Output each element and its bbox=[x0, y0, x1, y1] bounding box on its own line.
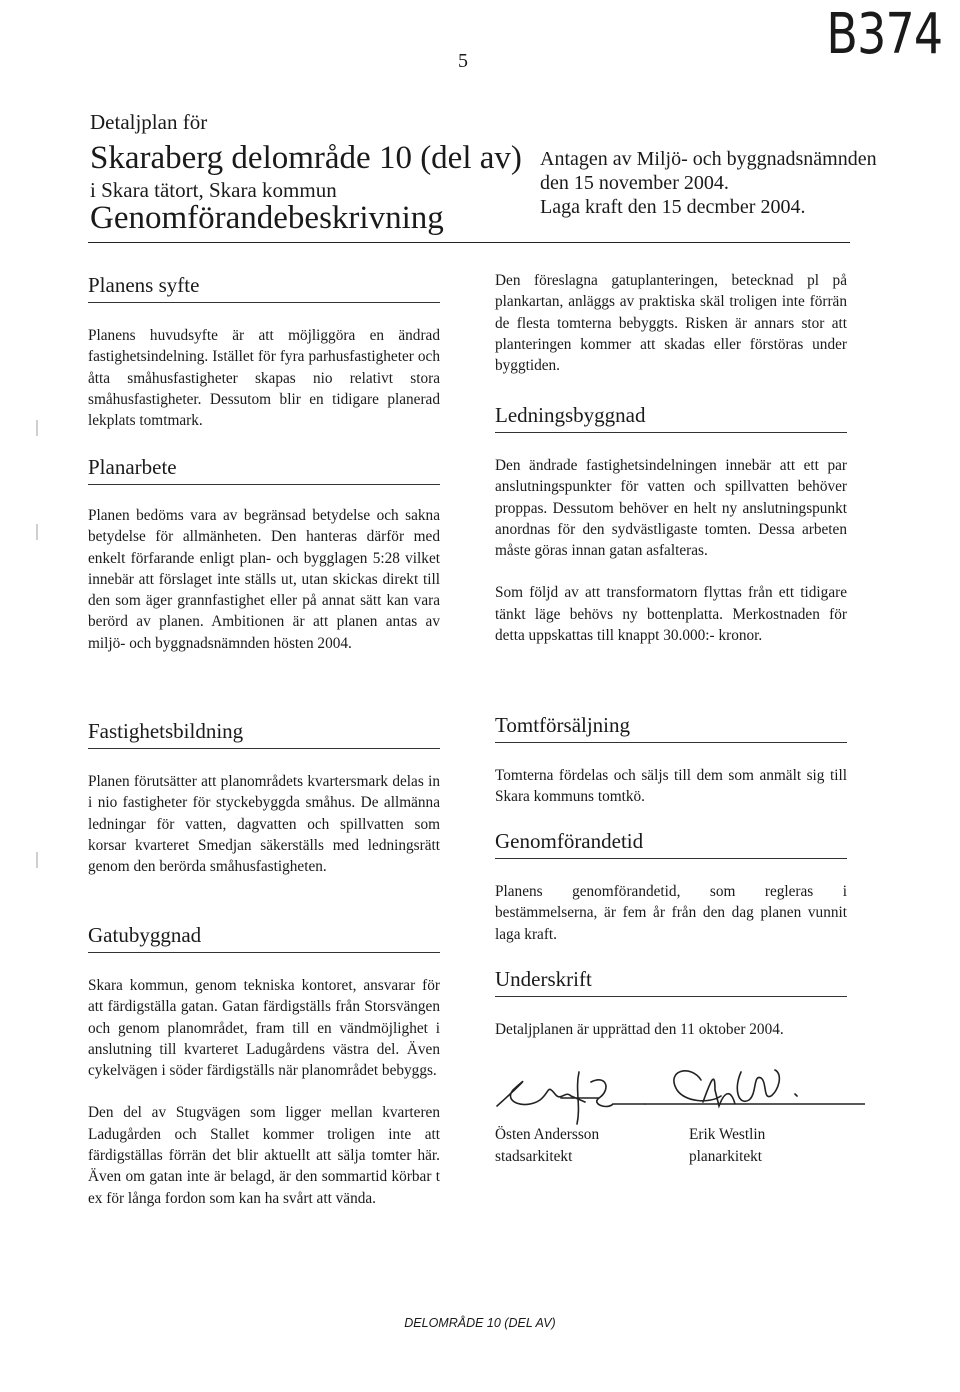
document-title: Genomförandebeskrivning bbox=[90, 200, 444, 236]
signature-osten bbox=[497, 1072, 645, 1124]
paragraph: Detaljplanen är upprättad den 11 oktober 2004. bbox=[495, 1021, 784, 1038]
section-tomtforsaljning bbox=[495, 712, 847, 808]
signatory-1-title: stadsarkitekt bbox=[495, 1148, 573, 1165]
paragraph: Den del av Stugvägen som ligger mellan kvarteren Ladugården och Stallet kommer troligen inte att färdigställas förrän det blir aktuellt att sälja tomter här. Även om gatan inte är belagd, är den sommartid körbar t ex för långa fordon som kan ha svårt att vända. bbox=[88, 1104, 440, 1207]
paragraph: Planens genomförandetid, som regleras i bestämmelserna, är fem år från den dag planen vunnit laga kraft. bbox=[495, 883, 847, 943]
section-heading: Ledningsbyggnad bbox=[495, 402, 847, 433]
paragraph: Skara kommun, genom tekniska kontoret, ansvarar för att färdigställa gatan. Gatan färdigställs från Storsvängen och genom planområdet, fram till en vändmöjlighet i anslutning till kvarteret Ladugårdens västra del. Även cykelvägen i söder färdigställs när planområdet bebyggs. bbox=[88, 977, 440, 1080]
section-ledningsbyggnad bbox=[495, 402, 847, 646]
plan-type: Detaljplan för bbox=[90, 110, 208, 134]
section-heading: Fastighetsbildning bbox=[88, 718, 440, 749]
paragraph: Tomterna fördelas och säljs till dem som anmält sig till Skara kommuns tomtkö. bbox=[495, 767, 847, 806]
plan-location: i Skara tätort, Skara kommun bbox=[90, 178, 337, 202]
scan-margin-mark bbox=[36, 852, 38, 868]
signatory-1-name: Östen Andersson bbox=[495, 1126, 600, 1143]
document-code: B374 bbox=[826, 2, 942, 67]
scan-margin-mark bbox=[36, 420, 38, 436]
section-heading: Planarbete bbox=[88, 454, 440, 485]
adoption-line-1: Antagen av Miljö- och byggnadsnämnden bbox=[540, 148, 877, 170]
section-planens-syfte bbox=[88, 272, 440, 431]
signatory-2-name: Erik Westlin bbox=[689, 1126, 766, 1143]
section-heading: Planens syfte bbox=[88, 272, 440, 303]
page-footer: DELOMRÅDE 10 (DEL AV) bbox=[404, 1316, 556, 1330]
section-heading: Genomförandetid bbox=[495, 828, 847, 859]
scan-margin-mark bbox=[36, 524, 38, 540]
paragraph: Planens huvudsyfte är att möjliggöra en ändrad fastighetsindelning. Istället för fyra parhusfastigheter och åtta småhusfastigheter skapas nio relativt stora småhusfastigheter. Dessutom blir en tidigare planerad lekplats tomtmark. bbox=[88, 327, 440, 430]
signatory-2-title: planarkitekt bbox=[689, 1148, 763, 1165]
section-planarbete bbox=[88, 454, 440, 654]
section-genomforandetid bbox=[495, 828, 847, 945]
section-gatuplantering bbox=[495, 270, 847, 376]
paragraph: Den ändrade fastighetsindelningen innebär att ett par anslutningspunkter för vatten och spillvatten behöver proppas. Dessutom behöver en helt ny anslutningspunkt anordnas för den sydvästligaste tomten. Dessa arbeten måste göras innan gatan asfalteras. bbox=[495, 457, 847, 560]
header-divider bbox=[88, 242, 850, 243]
paragraph: Planen förutsätter att planområdets kvartersmark delas in i nio fastigheter för styckebyggda småhus. De allmänna ledningar för vatten, dagvatten och spillvatten som korsar kvarteret Smedjan säkerställs med ledningsrätt genom den berörda småhusfastigheten. bbox=[88, 773, 440, 876]
signature-erik bbox=[645, 1070, 865, 1106]
paragraph: Den föreslagna gatuplanteringen, betecknad pl på plankartan, anläggs av praktiska skäl troligen inte förrän de flesta tomterna bebyggts. Risken är annars stor att planteringen kommer att skadas eller förstöras under byggtiden. bbox=[495, 272, 847, 375]
section-fastighetsbildning bbox=[88, 718, 440, 877]
handwritten-signatures bbox=[495, 1060, 865, 1130]
page-number: 5 bbox=[458, 50, 468, 72]
section-heading: Gatubyggnad bbox=[88, 922, 440, 953]
adoption-line-2: den 15 november 2004. bbox=[540, 172, 729, 194]
paragraph: Som följd av att transformatorn flyttas från ett tidigare tänkt läge behövs ny bottenplatta. Merkostnaden för detta uppskattas till knappt 30.000:- kronor. bbox=[495, 584, 847, 645]
signature-block bbox=[495, 1060, 865, 1170]
paragraph: Planen bedöms vara av begränsad betydelse och sakna betydelse för allmänheten. Den hanteras därför med enkelt förfarande enligt plan- och bygglagen 5:28 vilket innebär att förslaget inte ställs ut, utan skickas direkt till den som äger grannfastighet eller på annat sätt kan vara berörd av planen. Ambitionen är att planen antas av miljö- och byggnadsnämnden hösten 2004. bbox=[88, 507, 440, 652]
adoption-line-3: Laga kraft den 15 decmber 2004. bbox=[540, 196, 806, 218]
section-underskrift bbox=[495, 966, 847, 1040]
section-gatubyggnad bbox=[88, 922, 440, 1209]
plan-title: Skaraberg delområde 10 (del av) bbox=[90, 140, 522, 176]
section-heading: Underskrift bbox=[495, 966, 847, 997]
section-heading: Tomtförsäljning bbox=[495, 712, 847, 743]
